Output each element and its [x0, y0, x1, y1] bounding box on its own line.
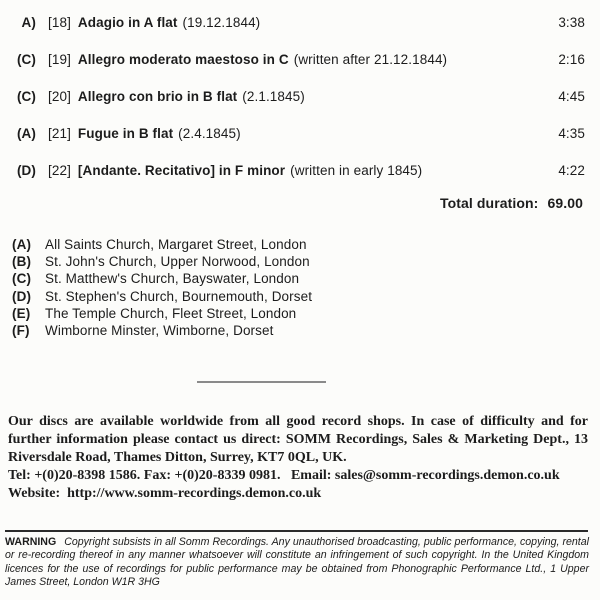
track-row	[10, 127, 585, 141]
venue-item	[12, 288, 572, 305]
venue-letter: (E)	[12, 305, 31, 321]
track-row	[10, 16, 585, 30]
track-duration: 3:38	[558, 15, 585, 30]
track-date-note: (2.1.1845)	[242, 89, 305, 104]
track-number: [19]	[48, 52, 71, 67]
track-duration: 4:35	[558, 126, 585, 141]
venue-letter: (D)	[12, 288, 32, 304]
track-title: Fugue in B flat	[77, 126, 174, 141]
venue-item	[12, 253, 572, 270]
contact-website: Website: http://www.somm-recordings.demon.co.uk	[8, 486, 322, 501]
warning-rule	[5, 530, 588, 532]
track-date-note: (19.12.1844)	[182, 15, 261, 30]
venue-name: All Saints Church, Margaret Street, London	[45, 237, 307, 252]
track-venue-label: (C)	[16, 89, 36, 104]
track-title: Allegro con brio in B flat	[77, 89, 238, 104]
track-title: [Andante. Recitativo] in F minor	[77, 163, 286, 178]
venue-name: St. John's Church, Upper Norwood, London	[45, 254, 310, 270]
track-date-note: (written in early 1845)	[290, 163, 423, 178]
track-number: [18]	[48, 15, 71, 30]
track-row	[10, 53, 585, 67]
total-duration	[440, 195, 583, 211]
track-venue-label: (C)	[16, 52, 36, 67]
track-number: [20]	[48, 89, 71, 104]
venue-item	[12, 322, 572, 339]
track-title: Allegro moderato maestoso in C	[77, 52, 289, 67]
track-row	[10, 90, 585, 104]
track-duration: 2:16	[558, 52, 585, 67]
venue-item	[12, 305, 572, 322]
track-venue-label: A)	[21, 15, 36, 30]
venue-name: Wimborne Minster, Wimborne, Dorset	[45, 323, 274, 339]
contact-paragraph: Our discs are available worldwide from all good record shops. In case of difficulty and for further information please contact us direct: SOMM Recordings, Sales & Marketing Dept., 13 Riversdale Road, Thames Ditton, Surrey, KT7 0QL, UK.	[8, 414, 588, 465]
warning-text: Copyright subsists in all Somm Recordings. Any unauthorised broadcasting, public performance, copying, rental or re-recording thereof in any manner whatsoever will constitute an infringement of such copyright. In the United Kingdom licences for the use of recordings for public performance may be obtained from Phonographic Performance Ltd., 1 Upper James Street, London W1R 3HG	[5, 536, 589, 589]
track-row	[10, 164, 585, 178]
venue-letter: (A)	[12, 237, 32, 252]
track-list	[10, 16, 585, 201]
track-number: [21]	[48, 126, 71, 141]
track-number: [22]	[48, 163, 71, 178]
track-duration: 4:22	[558, 163, 585, 178]
venue-name: St. Stephen's Church, Bournemouth, Dorset	[45, 288, 313, 304]
venue-name: St. Matthew's Church, Bayswater, London	[45, 271, 300, 287]
venue-letter: (C)	[12, 271, 32, 287]
track-date-note: (written after 21.12.1844)	[293, 52, 448, 67]
contact-tel-fax-email: Tel: +(0)20-8398 1586. Fax: +(0)20-8339 0981. Email: sales@somm-recordings.demon.co.uk	[8, 468, 560, 483]
contact-block	[8, 413, 588, 503]
total-duration-value: 69.00	[547, 195, 583, 211]
section-divider	[197, 381, 326, 383]
venue-item	[12, 236, 572, 253]
track-duration: 4:45	[558, 89, 585, 104]
venue-key-list	[12, 236, 572, 339]
venue-letter: (B)	[12, 254, 32, 270]
track-venue-label: (D)	[16, 163, 36, 178]
track-title: Adagio in A flat	[77, 15, 178, 30]
venue-letter: (F)	[12, 323, 30, 339]
total-duration-label: Total duration:	[440, 195, 539, 211]
venue-item	[12, 270, 572, 287]
venue-name: The Temple Church, Fleet Street, London	[45, 305, 297, 321]
track-date-note: (2.4.1845)	[178, 126, 241, 141]
track-venue-label: (A)	[16, 126, 36, 141]
warning-label: WARNING	[5, 536, 57, 548]
warning-block	[5, 536, 589, 590]
